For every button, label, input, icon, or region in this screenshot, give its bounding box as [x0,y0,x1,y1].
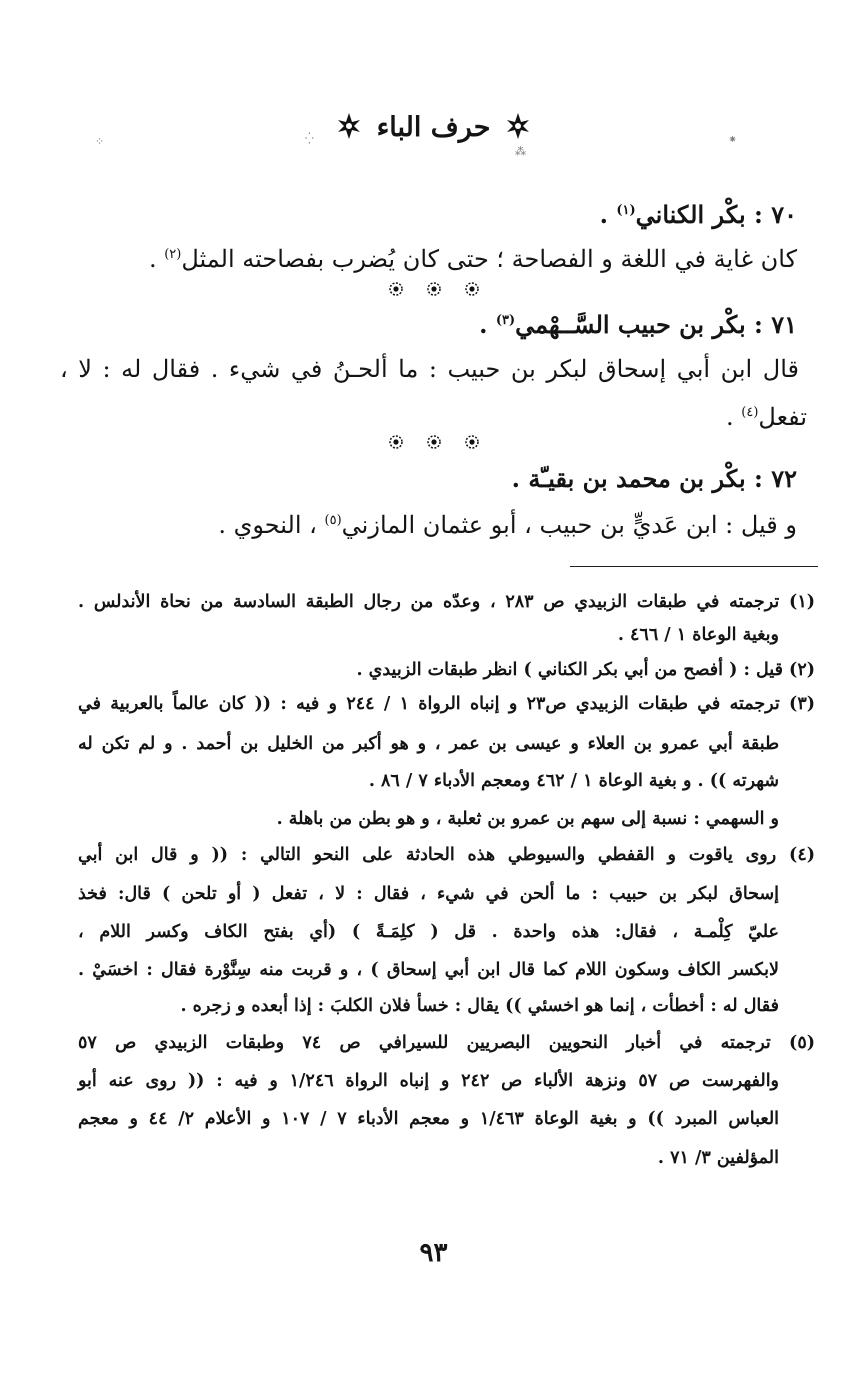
star-ornament-icon [505,111,531,145]
star-ornament-icon [336,111,362,145]
print-speck: ⁛ [305,132,314,145]
page-number: ٩٣ [419,1238,448,1268]
footnote-line: فقال له : أخطأت ، إنما هو اخسئي )) يقال : خسأ فلان الكلبَ : إذا أبعده و زجره . [180,996,779,1016]
entry-heading: ٧٠ : بكْر الكناني$^{(١)}$ . [599,200,797,229]
print-speck: ⁂ [515,145,526,158]
footnote-line: (١) ترجمته في طبقات الزبيدي ص ٢٨٣ ، وعدّه من رجال الطبقة السادسة من نحاة الأندلس . [78,592,815,612]
entry-body-line: كان غاية في اللغة و الفصاحة ؛ حتى كان يُضرب بفصاحته المثل$^{(٢)}$ . [148,245,797,273]
footnote-line: و السهمي : نسبة إلى سهم بن عمرو بن ثعلبة ، و هو بطن من باهلة . [276,809,779,829]
asterism-dots-icon [0,434,867,454]
chapter-title: حرف الباء [376,112,491,143]
footnote-line: والفهرست ص ٥٧ ونزهة الألباء ص ٢٤٢ و إنباه الرواة ١/٢٤٦ و فيه : (( روى عنه أبو [78,1071,780,1091]
print-speck: ⁘ [95,135,105,148]
footnote-line: العباس المبرد )) و بغية الوعاة ١/٤٦٣ و معجم الأدباء ٧ / ١٠٧ و الأعلام ٢/ ٤٤ و معجم [78,1109,780,1129]
entry-heading: ٧٢ : بكْر بن محمد بن بقيـّة . [511,464,797,493]
footnote-line: لابكسر الكاف وسكون اللام كما قال ابن أبي إسحاق ) ، و قربت منه سِنَّوْرة فقال : اخسَيْ . [78,960,779,980]
footnote-line: وبغية الوعاة ١ / ٤٦٦ . [617,625,779,645]
entry-body-line: تفعل$^{(٤)}$ . [726,403,807,431]
footnote-separator [570,566,818,567]
footnote-line: (٢) قيل : ( أفصح من أبي بكر الكناني ) انظر طبقات الزبيدي . [356,660,815,680]
print-speck: ⁕ [728,133,738,146]
footnote-line: طبقة أبي عمرو بن العلاء و عيسى بن عمر ، و هو أكبر من الخليل بن أحمد . و لم تكن له [78,734,779,754]
entry-body-line: و قيل : ابن عَديٍّ بن حبيب ، أبو عثمان المازني$^{(٥)}$ ، النحوي . [218,511,797,539]
entry-heading: ٧١ : بكْر بن حبيب السَّــهْمي$^{(٣)}$ . [479,310,797,339]
footnote-line: (٤) روى ياقوت و القفطي والسيوطي هذه الحادثة على النحو التالي : (( و قال ابن أبي [78,845,815,865]
footnote-line: (٣) ترجمته في طبقات الزبيدي ص٢٣ و إنباه الرواة ١ / ٢٤٤ و فيه : (( كان عالماً بالعربية في [78,694,815,714]
footnote-line: إسحاق لبكر بن حبيب : ما ألحن في شيء ، فقال : لا ، تفعل ( أو تلحن ) قال: فخذ [78,884,779,904]
footnote-line: (٥) ترجمته في أخبار النحويين البصريين للسيرافي ص ٧٤ وطبقات الزبيدي ص ٥٧ [78,1033,815,1053]
footnote-line: المؤلفين ٣/ ٧١ . [657,1148,779,1168]
footnote-line: عليّ كِلْمـة ، فقال: هذه واحدة . قل ( كلِمَـةً ) (أي بفتح الكاف وكسر اللام ، [78,922,779,942]
footnote-line: شهرته )) . و بغية الوعاة ١ / ٤٦٢ ومعجم الأدباء ٧ / ٨٦ . [368,771,779,791]
asterism-dots-icon [0,281,867,301]
entry-body-line: قال ابن أبي إسحاق لبكر بن حبيب : ما ألحـنُ في شيء . فقال له : لا ، [60,355,799,383]
